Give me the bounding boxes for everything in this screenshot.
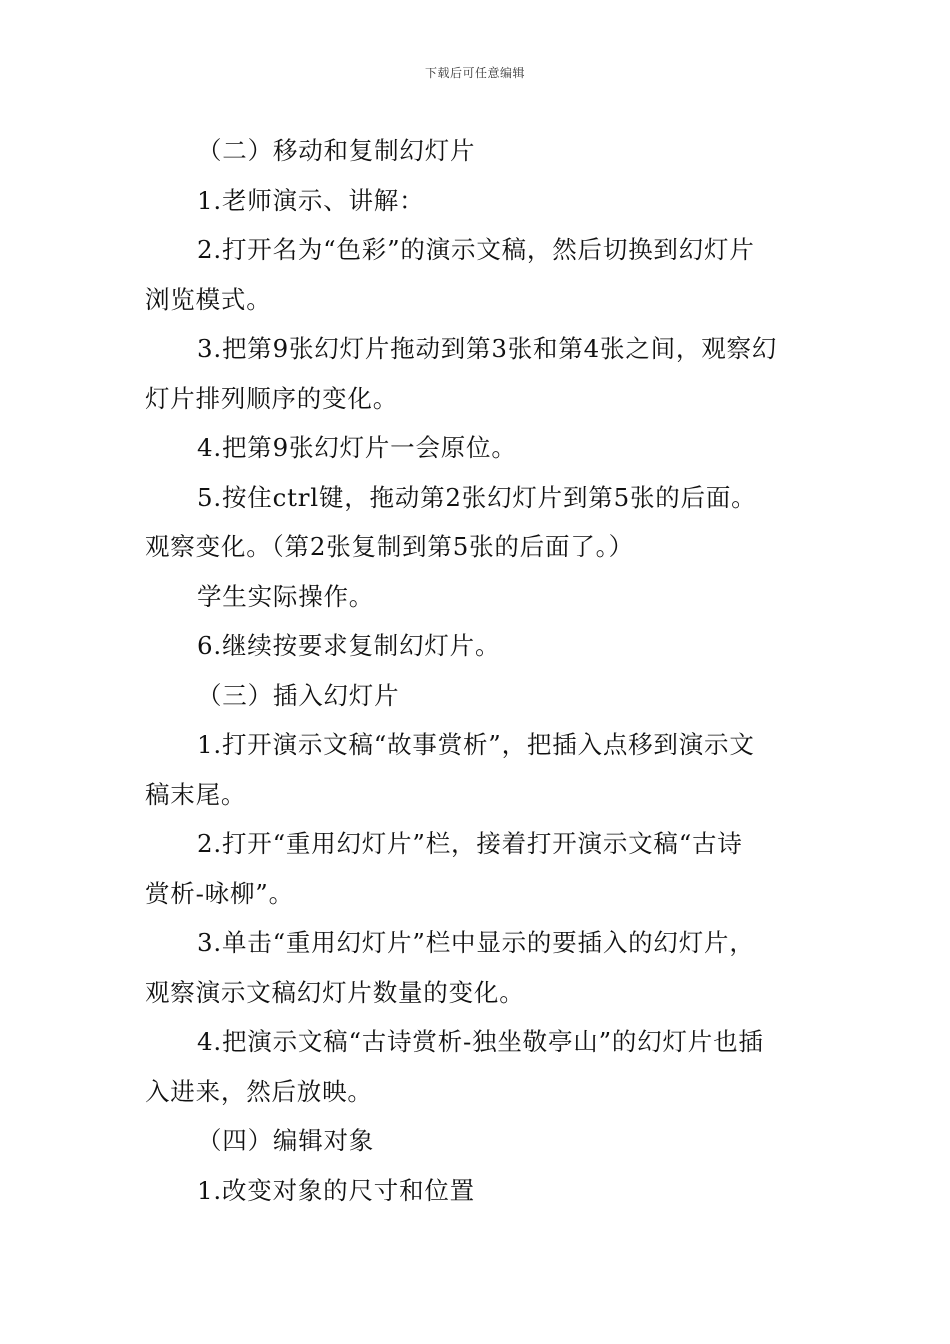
paragraph-line: 稿末尾。 xyxy=(145,779,247,809)
paragraph-line: 5.按住ctrl键，拖动第2张幻灯片到第5张的后面。 xyxy=(197,482,757,512)
section-heading-3: （三）插入幻灯片 xyxy=(197,680,400,710)
section-heading-4: （四）编辑对象 xyxy=(197,1126,375,1155)
paragraph-line: 浏览模式。 xyxy=(145,284,272,314)
paragraph-line: 4.把演示文稿“古诗赏析-独坐敬亭山”的幻灯片也插 xyxy=(197,1027,764,1056)
paragraph-line: 灯片排列顺序的变化。 xyxy=(145,383,398,413)
paragraph-line: 3.把第9张幻灯片拖动到第3张和第4张之间，观察幻 xyxy=(197,334,778,363)
paragraph-line: 4.把第9张幻灯片一会原位。 xyxy=(197,433,517,462)
paragraph-line: 1.改变对象的尺寸和位置 xyxy=(197,1175,475,1205)
paragraph-line: 2.打开“重用幻灯片”栏，接着打开演示文稿“古诗 xyxy=(197,829,743,858)
paragraph-line: 观察演示文稿幻灯片数量的变化。 xyxy=(145,977,525,1007)
paragraph-line: 入进来，然后放映。 xyxy=(145,1076,373,1106)
paragraph-line: 1.打开演示文稿“故事赏析”，把插入点移到演示文 xyxy=(197,730,755,759)
section-heading-2: （二）移动和复制幻灯片 xyxy=(197,136,476,165)
paragraph-line: 观察变化。（第2张复制到第5张的后面了。） xyxy=(145,532,634,561)
paragraph-line: 6.继续按要求复制幻灯片。 xyxy=(197,631,501,660)
page-header: 下载后可任意编辑 xyxy=(424,66,525,80)
paragraph-line: 1.老师演示、讲解： xyxy=(197,185,425,215)
paragraph-line: 2.打开名为“色彩”的演示文稿，然后切换到幻灯片 xyxy=(197,235,755,264)
paragraph-line: 3.单击“重用幻灯片”栏中显示的要插入的幻灯片， xyxy=(197,928,755,957)
document-body xyxy=(145,126,810,1215)
paragraph-line: 学生实际操作。 xyxy=(197,581,375,611)
paragraph-line: 赏析-咏柳”。 xyxy=(145,878,294,908)
